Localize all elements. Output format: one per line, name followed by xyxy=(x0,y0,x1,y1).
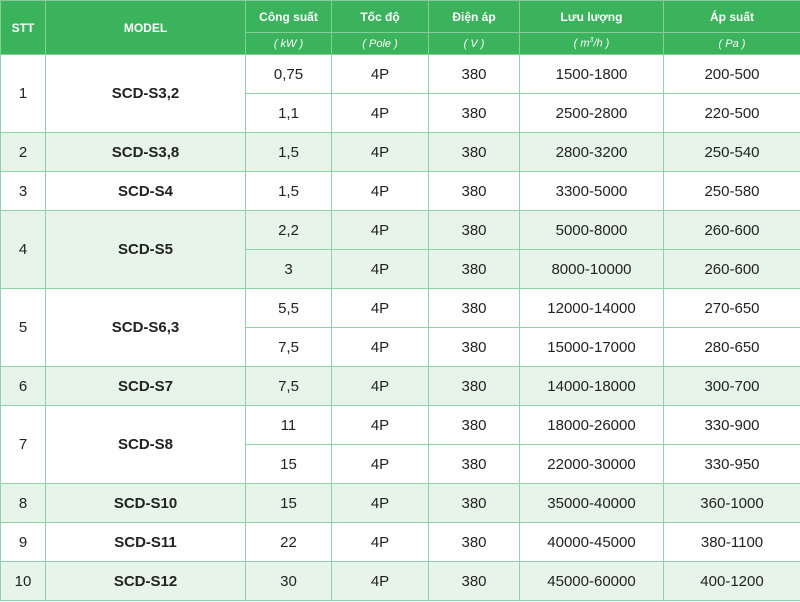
cell-flow: 5000-8000 xyxy=(520,211,664,250)
cell-voltage: 380 xyxy=(429,406,520,445)
cell-speed: 4P xyxy=(332,250,429,289)
table-row xyxy=(1,484,800,523)
flow-unit-pre: ( m xyxy=(573,37,590,50)
cell-stt: 7 xyxy=(1,406,46,484)
cell-speed: 4P xyxy=(332,484,429,523)
cell-pressure: 200-500 xyxy=(664,55,800,94)
cell-speed: 4P xyxy=(332,172,429,211)
header-flow: Lưu lượng xyxy=(520,1,664,33)
cell-voltage: 380 xyxy=(429,94,520,133)
cell-model: SCD-S3,8 xyxy=(46,133,246,172)
cell-power: 5,5 xyxy=(246,289,332,328)
cell-voltage: 380 xyxy=(429,328,520,367)
cell-pressure: 260-600 xyxy=(664,211,800,250)
cell-pressure: 330-900 xyxy=(664,406,800,445)
cell-power: 1,5 xyxy=(246,172,332,211)
cell-flow: 22000-30000 xyxy=(520,445,664,484)
cell-flow: 8000-10000 xyxy=(520,250,664,289)
cell-pressure: 330-950 xyxy=(664,445,800,484)
flow-unit-sup: 3 xyxy=(589,37,594,45)
cell-voltage: 380 xyxy=(429,55,520,94)
table-row xyxy=(1,289,800,328)
cell-speed: 4P xyxy=(332,94,429,133)
cell-power: 7,5 xyxy=(246,328,332,367)
cell-speed: 4P xyxy=(332,328,429,367)
cell-model: SCD-S8 xyxy=(46,406,246,484)
cell-voltage: 380 xyxy=(429,211,520,250)
header-power-unit: ( kW ) xyxy=(246,33,332,55)
cell-flow: 12000-14000 xyxy=(520,289,664,328)
cell-stt: 5 xyxy=(1,289,46,367)
table-body xyxy=(1,55,800,601)
cell-flow: 2500-2800 xyxy=(520,94,664,133)
header-pressure: Áp suất xyxy=(664,1,800,33)
cell-speed: 4P xyxy=(332,523,429,562)
cell-voltage: 380 xyxy=(429,484,520,523)
cell-voltage: 380 xyxy=(429,367,520,406)
cell-speed: 4P xyxy=(332,367,429,406)
cell-model: SCD-S6,3 xyxy=(46,289,246,367)
cell-stt: 8 xyxy=(1,484,46,523)
cell-model: SCD-S3,2 xyxy=(46,55,246,133)
cell-stt: 2 xyxy=(1,133,46,172)
cell-flow: 35000-40000 xyxy=(520,484,664,523)
header-voltage: Điện áp xyxy=(429,1,520,33)
cell-stt: 9 xyxy=(1,523,46,562)
cell-model: SCD-S7 xyxy=(46,367,246,406)
cell-pressure: 250-580 xyxy=(664,172,800,211)
cell-pressure: 250-540 xyxy=(664,133,800,172)
table-row xyxy=(1,367,800,406)
table-row xyxy=(1,172,800,211)
table-row xyxy=(1,406,800,445)
cell-stt: 10 xyxy=(1,562,46,601)
cell-power: 11 xyxy=(246,406,332,445)
cell-flow: 2800-3200 xyxy=(520,133,664,172)
cell-voltage: 380 xyxy=(429,562,520,601)
cell-model: SCD-S10 xyxy=(46,484,246,523)
cell-pressure: 260-600 xyxy=(664,250,800,289)
cell-model: SCD-S4 xyxy=(46,172,246,211)
cell-flow: 18000-26000 xyxy=(520,406,664,445)
header-speed: Tốc độ xyxy=(332,1,429,33)
cell-power: 15 xyxy=(246,445,332,484)
cell-flow: 3300-5000 xyxy=(520,172,664,211)
header-pressure-unit: ( Pa ) xyxy=(664,33,800,55)
cell-flow: 14000-18000 xyxy=(520,367,664,406)
cell-power: 0,75 xyxy=(246,55,332,94)
cell-voltage: 380 xyxy=(429,523,520,562)
cell-flow: 15000-17000 xyxy=(520,328,664,367)
header-stt: STT xyxy=(1,1,46,55)
cell-power: 1,5 xyxy=(246,133,332,172)
cell-stt: 4 xyxy=(1,211,46,289)
cell-flow: 40000-45000 xyxy=(520,523,664,562)
table-row xyxy=(1,562,800,601)
cell-speed: 4P xyxy=(332,406,429,445)
cell-pressure: 380-1100 xyxy=(664,523,800,562)
cell-power: 15 xyxy=(246,484,332,523)
cell-power: 30 xyxy=(246,562,332,601)
table-header xyxy=(1,1,800,55)
cell-speed: 4P xyxy=(332,133,429,172)
cell-voltage: 380 xyxy=(429,133,520,172)
cell-pressure: 270-650 xyxy=(664,289,800,328)
table-row xyxy=(1,211,800,250)
cell-speed: 4P xyxy=(332,562,429,601)
cell-pressure: 360-1000 xyxy=(664,484,800,523)
cell-power: 22 xyxy=(246,523,332,562)
cell-stt: 1 xyxy=(1,55,46,133)
cell-stt: 6 xyxy=(1,367,46,406)
cell-power: 2,2 xyxy=(246,211,332,250)
cell-power: 7,5 xyxy=(246,367,332,406)
header-voltage-unit: ( V ) xyxy=(429,33,520,55)
cell-power: 1,1 xyxy=(246,94,332,133)
table-row xyxy=(1,55,800,94)
cell-pressure: 400-1200 xyxy=(664,562,800,601)
cell-voltage: 380 xyxy=(429,172,520,211)
cell-model: SCD-S12 xyxy=(46,562,246,601)
cell-speed: 4P xyxy=(332,445,429,484)
header-speed-unit: ( Pole ) xyxy=(332,33,429,55)
flow-unit-post: /h ) xyxy=(593,37,610,50)
cell-power: 3 xyxy=(246,250,332,289)
header-model: MODEL xyxy=(46,1,246,55)
cell-model: SCD-S11 xyxy=(46,523,246,562)
cell-voltage: 380 xyxy=(429,445,520,484)
cell-pressure: 220-500 xyxy=(664,94,800,133)
cell-speed: 4P xyxy=(332,211,429,250)
cell-flow: 45000-60000 xyxy=(520,562,664,601)
table-row xyxy=(1,133,800,172)
cell-speed: 4P xyxy=(332,55,429,94)
cell-stt: 3 xyxy=(1,172,46,211)
cell-model: SCD-S5 xyxy=(46,211,246,289)
cell-flow: 1500-1800 xyxy=(520,55,664,94)
cell-voltage: 380 xyxy=(429,289,520,328)
header-power: Công suất xyxy=(246,1,332,33)
table-row xyxy=(1,523,800,562)
cell-pressure: 280-650 xyxy=(664,328,800,367)
cell-speed: 4P xyxy=(332,289,429,328)
cell-voltage: 380 xyxy=(429,250,520,289)
cell-pressure: 300-700 xyxy=(664,367,800,406)
header-flow-unit xyxy=(520,33,664,55)
